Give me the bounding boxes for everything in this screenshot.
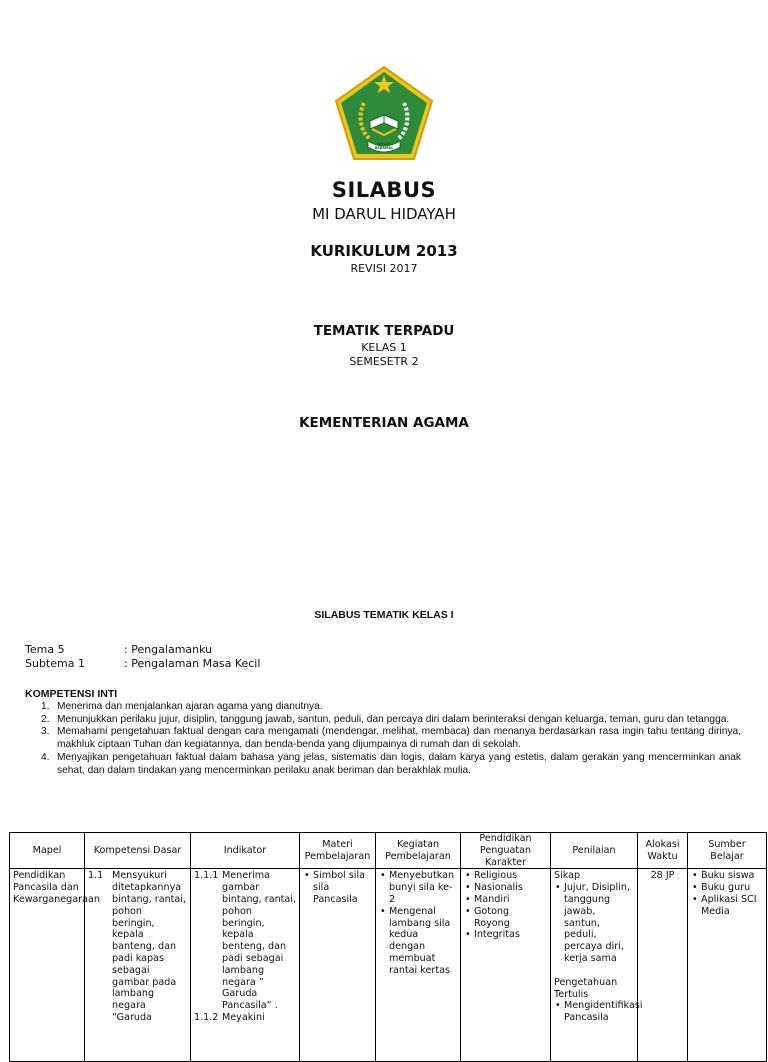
indikator-text: Meyakini bbox=[222, 1011, 265, 1023]
col-header: Kompetensi Dasar bbox=[85, 833, 191, 869]
col-header: Alokasi Waktu bbox=[638, 833, 688, 869]
cell-alokasi: 28 JP bbox=[638, 869, 688, 1062]
penilaian-pengetahuan-label: Pengetahuan Tertulis bbox=[554, 976, 618, 1000]
indikator-number: 1.1.1 bbox=[194, 870, 219, 882]
ki-item-text: Menyajikan pengetahuan faktual dalam bahasa yang jelas, sistematis dan logis, dalam karya yang estetis, dalam gerakan yang mencerminkan anak sehat, dan dalam tindakan yang mencerminkan perilaku anak beriman dan berakhlak mulia. bbox=[57, 751, 741, 776]
list-item: • Aplikasi SCI Media bbox=[701, 894, 763, 918]
indikator-number: 1.1.2 bbox=[194, 1011, 219, 1023]
theme-type: TEMATIK TERPADU bbox=[313, 323, 455, 339]
list-item: • Integritas bbox=[474, 929, 547, 941]
school-name: MI DARUL HIDAYAH bbox=[312, 205, 456, 223]
cell-mapel: Pendidikan Pancasila dan Kewarganegaraan bbox=[10, 869, 85, 1062]
list-item: • Religious bbox=[474, 870, 547, 882]
ki-item-number: 2. bbox=[41, 713, 50, 725]
kd-text: Mensyukuri ditetapkannya bintang, rantai, pohon beringin, kepala banteng, dan padi kapas sebagai gambar pada lambang negara “Garuda bbox=[112, 870, 187, 1023]
ki-item bbox=[41, 751, 741, 777]
cell-penilaian bbox=[551, 869, 643, 1062]
ki-item-number: 3. bbox=[41, 726, 50, 738]
tema-line bbox=[25, 643, 212, 656]
cell-materi bbox=[300, 869, 376, 1062]
ki-item-number: 1. bbox=[41, 701, 50, 712]
tema-label: Tema 5 bbox=[25, 643, 65, 656]
ki-item bbox=[41, 726, 741, 751]
cell-kegiatan bbox=[376, 869, 461, 1062]
subtema-label: Subtema 1 bbox=[25, 657, 85, 670]
list-item: • Simbol sila sila Pancasila bbox=[313, 870, 372, 905]
list-item: • Mengenal lambang sila kedua dengan membuat rantai kertas bbox=[389, 906, 457, 977]
list-item: • Mengidentifikasi Pancasila bbox=[564, 1000, 634, 1024]
cell-indikator bbox=[191, 869, 300, 1062]
syllabus-subtitle: SILABUS TEMATIK KELAS I bbox=[314, 609, 454, 621]
cell-kd bbox=[85, 869, 191, 1062]
subtema-value: : Pengalaman Masa Kecil bbox=[124, 657, 261, 670]
ki-item-text: Menunjukkan perilaku jujur, disiplin, tanggung jawab, santun, peduli, dan percaya diri dalam berinteraksi dengan keluarga, teman, guru dan tetangga. bbox=[57, 713, 730, 725]
table-header-row bbox=[10, 833, 767, 869]
curriculum: KURIKULUM 2013 bbox=[310, 242, 458, 260]
col-header: Penilaian bbox=[551, 833, 638, 869]
tema-value: : Pengalamanku bbox=[124, 643, 213, 656]
cell-sumber bbox=[688, 869, 767, 1062]
list-item: • Nasionalis bbox=[474, 882, 547, 894]
doc-title: SILABUS bbox=[331, 178, 437, 202]
kd-number: 1.1 bbox=[88, 870, 104, 882]
col-header: Indikator bbox=[191, 833, 300, 869]
ki-item bbox=[41, 713, 741, 727]
list-item: • Menyebutkan bunyi sila ke-2 bbox=[389, 870, 457, 905]
indikator-text: Menerima gambar bintang, rantai, pohon beringin, kepala benteng, dan padi sebagai lambang negara ” Garuda Pancasila” . bbox=[222, 870, 297, 1012]
table-row bbox=[10, 869, 767, 1062]
list-item: • Buku guru bbox=[701, 882, 763, 894]
kemenag-logo bbox=[334, 65, 434, 161]
ki-title: KOMPETENSI INTI bbox=[25, 688, 118, 700]
subtema-line bbox=[25, 657, 260, 670]
col-header: Pendidikan Penguatan Karakter bbox=[461, 833, 551, 869]
syllabus-table bbox=[9, 832, 767, 1062]
col-header: Mapel bbox=[10, 833, 85, 869]
logo-motto: IKHLAS BERAMAL bbox=[374, 142, 394, 150]
ki-item-text: Memahami pengetahuan faktual dengan cara mengamati (mendengar, melihat, membaca) dan menanya berdasarkan rasa ingin tahu tentang dirinya, makhluk ciptaan Tuhan dan kegiatannya, dan benda-benda yang dijumpainya di rumah dan di sekolah. bbox=[57, 726, 741, 751]
list-item: • Jujur, Disiplin, tanggung jawab, santun, peduli, percaya diri, kerja sama bbox=[564, 882, 634, 965]
list-item: • Buku siswa bbox=[701, 870, 763, 882]
list-item: • Mandiri bbox=[474, 894, 547, 906]
ministry: KEMENTERIAN AGAMA bbox=[299, 415, 469, 431]
penilaian-sikap-label: Sikap bbox=[554, 870, 581, 882]
ki-item bbox=[41, 701, 741, 714]
col-header: Materi Pembelajaran bbox=[300, 833, 376, 869]
class-label: KELAS 1 bbox=[361, 341, 407, 354]
col-header: Kegiatan Pembelajaran bbox=[376, 833, 461, 869]
list-item: • Gotong Royong bbox=[474, 906, 547, 930]
ki-item-text: Menerima dan menjalankan ajaran agama yang dianutnya. bbox=[57, 701, 323, 712]
cell-karakter bbox=[461, 869, 551, 1062]
ki-list bbox=[25, 701, 741, 777]
revision: REVISI 2017 bbox=[350, 262, 418, 275]
semester-label: SEMESETR 2 bbox=[349, 355, 419, 368]
ki-item-number: 4. bbox=[41, 751, 50, 763]
col-header: Sumber Belajar bbox=[688, 833, 767, 869]
